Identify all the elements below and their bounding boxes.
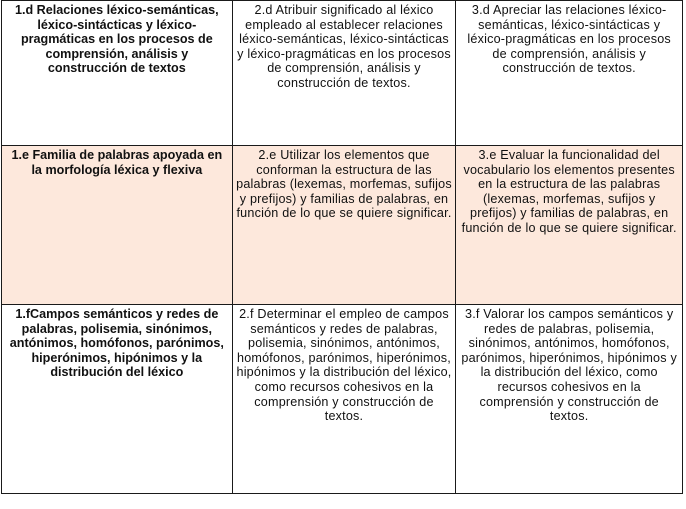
table-cell-attitude: 3.e Evaluar la funcionalidad del vocabulario los elementos presentes en la estructura de las palabras (lexemas, morfemas, sufijos y prefijos) y familias de palabras, en función de lo que se quiere significar.	[456, 146, 683, 305]
table-cell-skill: 2.d Atribuir significado al léxico empleado al establecer relaciones léxico-semánticas, léxico-sintácticas y léxico-pragmáticas en los procesos de comprensión, análisis y construcción de textos.	[232, 1, 456, 146]
table-cell-skill: 2.e Utilizar los elementos que conforman la estructura de las palabras (lexemas, morfemas, sufijos y prefijos) y familias de palabras, en función de lo que se quiere significar.	[232, 146, 456, 305]
table-cell-content: 1.e Familia de palabras apoyada en la morfología léxica y flexiva	[2, 146, 233, 305]
table-cell-content: 1.d Relaciones léxico-semánticas, léxico-sintácticas y léxico-pragmáticas en los procesos de comprensión, análisis y construcción de textos	[2, 1, 233, 146]
table-row	[2, 1, 683, 146]
table-row	[2, 146, 683, 305]
table-cell-attitude: 3.d Apreciar las relaciones léxico-semánticas, léxico-sintácticas y léxico-pragmáticas en los procesos de comprensión, análisis y construcción de textos.	[456, 1, 683, 146]
table-cell-attitude: 3.f Valorar los campos semánticos y redes de palabras, polisemia, sinónimos, antónimos, homófonos, parónimos, hiperónimos, hipónimos y la distribución del léxico, como recursos cohesivos en la comprensión y construcción de textos.	[456, 305, 683, 494]
table-cell-skill: 2.f Determinar el empleo de campos semánticos y redes de palabras, polisemia, sinónimos, antónimos, homófonos, parónimos, hiperónimos, hipónimos y la distribución del léxico, como recursos cohesivos en la comprensión y construcción de textos.	[232, 305, 456, 494]
table-cell-content: 1.fCampos semánticos y redes de palabras, polisemia, sinónimos, antónimos, homófonos, parónimos, hiperónimos, hipónimos y la distribución del léxico	[2, 305, 233, 494]
table-row	[2, 305, 683, 494]
content-table	[1, 0, 683, 494]
